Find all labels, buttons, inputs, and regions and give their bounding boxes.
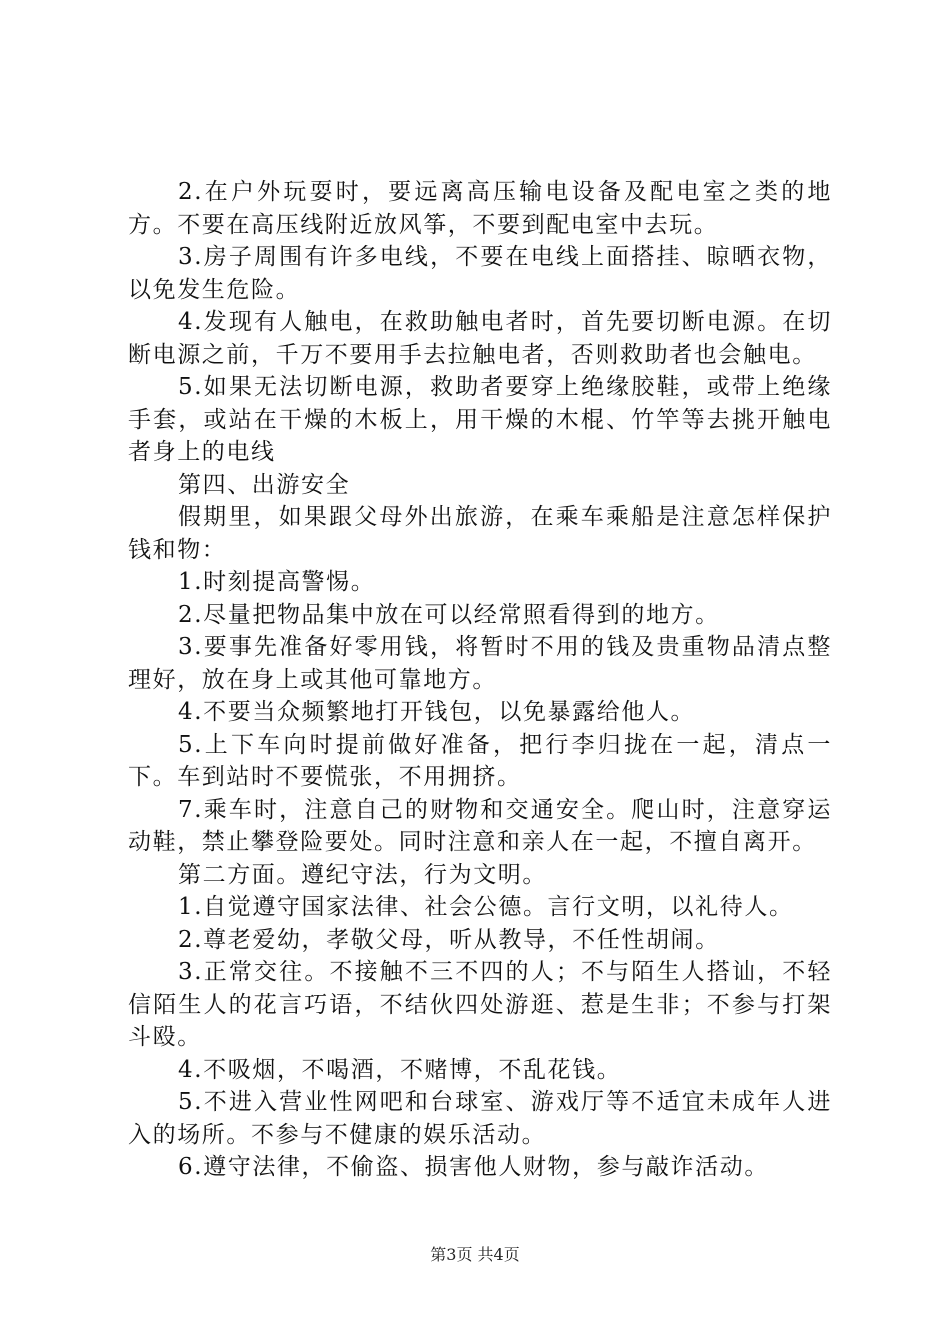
section-heading: 第二方面。遵纪守法，行为文明。 [178,861,547,888]
paragraph: 4.发现有人触电，在救助触电者时，首先要切断电源。在切断电源之前，千万不要用手去拉触电者，否则救助者也会触电。 [128,309,832,368]
list-item: 3.要事先准备好零用钱，将暂时不用的钱及贵重物品清点整理好，放在身上或其他可靠地方。 [128,634,832,693]
section-heading: 第四、出游安全 [178,471,351,498]
document-body [128,176,832,1184]
list-item: 1.时刻提高警惕。 [178,569,376,595]
list-item: 1.自觉遵守国家法律、社会公德。言行文明，以礼待人。 [178,894,794,920]
paragraph: 假期里，如果跟父母外出旅游，在乘车乘船是注意怎样保护钱和物： [128,504,832,563]
paragraph: 5.如果无法切断电源，救助者要穿上绝缘胶鞋，或带上绝缘手套，或站在干燥的木板上，用干燥的木棍、竹竿等去挑开触电者身上的电线 [128,374,832,465]
list-item: 6.遵守法律，不偷盗、损害他人财物，参与敲诈活动。 [178,1154,769,1180]
list-item: 5.上下车向时提前做好准备，把行李归拢在一起，清点一下。车到站时不要慌张，不用拥挤。 [128,731,832,790]
list-item: 2.尽量把物品集中放在可以经常照看得到的地方。 [178,601,720,628]
list-item: 4.不要当众频繁地打开钱包，以免暴露给他人。 [178,699,696,725]
list-item: 4.不吸烟，不喝酒，不赌博，不乱花钱。 [178,1056,622,1083]
list-item: 5.不进入营业性网吧和台球室、游戏厅等不适宜未成年人进入的场所。不参与不健康的娱乐活动。 [128,1089,832,1148]
list-item: 3.正常交往。不接触不三不四的人；不与陌生人搭讪，不轻信陌生人的花言巧语，不结伙四处游逛、惹是生非；不参与打架斗殴。 [128,959,832,1050]
list-item: 2.尊老爱幼，孝敬父母，听从教导，不任性胡闹。 [178,926,720,953]
list-item: 7.乘车时，注意自己的财物和交通安全。爬山时，注意穿运动鞋，禁止攀登险要处。同时注意和亲人在一起，不擅自离开。 [128,796,832,855]
paragraph: 3.房子周围有许多电线，不要在电线上面搭挂、晾晒衣物，以免发生危险。 [128,244,832,303]
paragraph: 2.在户外玩耍时，要远离高压输电设备及配电室之类的地方。不要在高压线附近放风筝，不要到配电室中去玩。 [128,179,832,238]
page-number-footer: 第3页 共4页 [430,1245,520,1264]
